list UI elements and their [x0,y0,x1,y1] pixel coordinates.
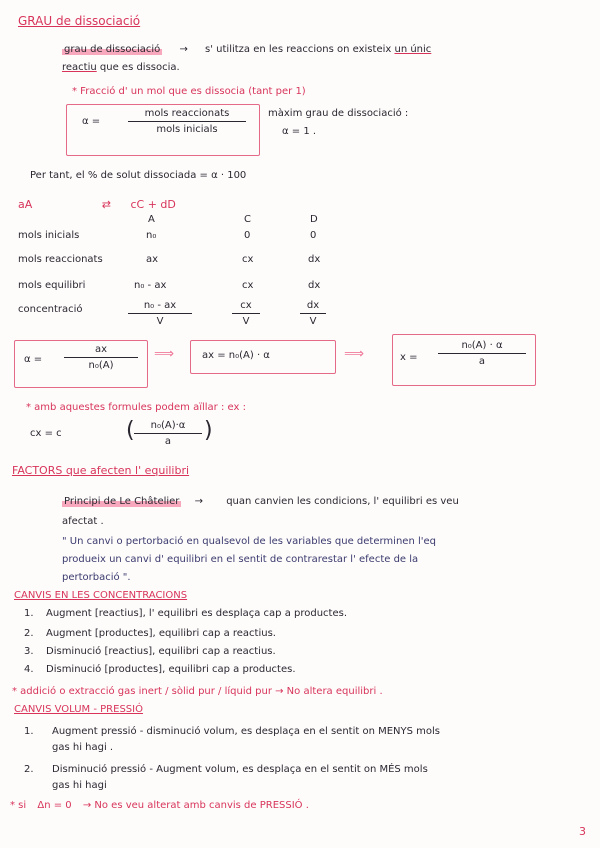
delta-note [10,800,309,811]
list-item [24,764,428,775]
section-title-grau: GRAU de dissociació [18,14,141,28]
principle-line [62,496,459,507]
cell-fraction [128,300,192,327]
cell-fraction [300,300,326,327]
fraction-bar [438,353,526,354]
cell-num: n₀ - ax [143,300,177,311]
definition-text-2: un únic [394,44,432,55]
page-number: 3 [579,825,586,838]
delta-text: → No es veu alterat amb canvis de PRESSIÓ . [82,800,309,811]
cell-den: V [242,316,250,327]
principle-text-2: afectat . [62,516,104,527]
item-text: Augment [productes], equilibri cap a reactius. [46,628,276,639]
definition-text-3: reactiu [62,62,97,73]
principle-arrow: → [194,496,203,507]
delta-star: * si [10,800,27,811]
alpha-denominator: mols inicials [156,124,218,135]
fraction-bar [128,121,246,122]
formula1-num: ax [94,344,108,355]
cell-den: V [156,316,164,327]
max-degree-value: α = 1 . [282,126,317,137]
cell-fraction [232,300,260,327]
formula1-fraction [64,344,138,371]
definition-line-2 [62,62,180,73]
formulas-note: * amb aquestes formules podem aïllar : ex : [26,402,246,413]
item-text: Augment [reactius], l' equilibri es desplaça cap a productes. [46,608,348,619]
col-c: C [244,214,251,225]
definition-arrow: → [179,44,188,55]
item-continuation: gas hi hagi [52,780,107,791]
fraction-bar [300,313,326,314]
formula3-lhs: x = [400,352,418,363]
equilibrium-arrow-icon: ⇄ [101,198,111,211]
section-title-factors: FACTORS que afecten l' equilibri [12,464,190,477]
col-d: D [310,214,318,225]
cell: n₀ [146,230,157,241]
cell-num: dx [306,300,320,311]
example-num: n₀(A)·α [150,420,186,431]
formula2: ax = n₀(A) · α [202,350,270,361]
cell: dx [308,280,321,291]
item-text: Disminució pressió - Augment volum, es desplaça en el sentit on MÉS mols [52,764,428,775]
cell-den: V [309,316,317,327]
cell: 0 [310,230,317,241]
cell: cx [242,280,254,291]
formula3-fraction [438,340,526,367]
cell: ax [146,254,159,265]
cell: cx [242,254,254,265]
alpha-numerator: mols reaccionats [144,108,230,119]
list-item [24,646,276,657]
item-number: 2. [24,764,34,775]
formula3-num: n₀(A) · α [461,340,503,351]
row-label: mols inicials [18,230,80,241]
definition-text-4: que es dissocia. [99,62,180,73]
item-number: 2. [24,628,34,639]
formula3-den: a [478,356,486,367]
list-item [24,628,276,639]
item-text: Augment pressió - disminució volum, es desplaça en el sentit on MENYS mols [52,726,441,737]
alpha-symbol: α = [82,116,101,127]
reaction-equation [18,198,176,211]
fraction-note: * Fracció d' un mol que es dissocia (tant per 1) [72,86,306,97]
row-label: mols reaccionats [18,254,103,265]
definition-text-1: s' utilitza en les reaccions on existeix [205,44,392,55]
cell: dx [308,254,321,265]
cell: n₀ - ax [134,280,167,291]
delta-equation: Δn = 0 [37,800,72,811]
implies-arrow-icon: ⟹ [344,346,365,362]
definition-line-1 [62,44,431,55]
show-through-text [392,6,592,246]
paren-close: ) [204,418,213,443]
example-den: a [164,436,172,447]
principle-term: Principi de Le Châtelier [64,496,180,507]
formula1-den: n₀(A) [88,360,114,371]
item-number: 4. [24,664,34,675]
item-number: 3. [24,646,34,657]
inert-note: * addició o extracció gas inert / sòlid pur / líquid pur → No altera equilibri . [12,686,383,697]
concentrations-title: CANVIS EN LES CONCENTRACIONS [14,590,188,601]
list-item [24,664,296,675]
item-continuation: gas hi hagi . [52,742,114,753]
implies-arrow-icon: ⟹ [154,346,175,362]
formula1-lhs: α = [24,354,43,365]
definition-term: grau de dissociació [64,44,161,55]
pressure-title: CANVIS VOLUM - PRESSIÓ [14,704,143,715]
alpha-fraction [128,108,246,135]
reaction-left: aA [18,198,33,211]
item-number: 1. [24,726,34,737]
item-text: Disminució [reactius], equilibri cap a reactius. [46,646,276,657]
item-text: Disminució [productes], equilibri cap a productes. [46,664,296,675]
percent-line: Per tant, el % de solut dissociada = α · 100 [30,170,247,181]
reaction-right: cC + dD [130,198,176,211]
quote-line-1: " Un canvi o pertorbació en qualsevol de les variables que determinen l'eq [62,536,436,547]
example-lhs: cx = c [30,428,62,439]
quote-line-2: produeix un canvi d' equilibri en el sentit de contrarestar l' efecte de la [62,554,419,565]
fraction-bar [128,313,192,314]
principle-text-1: quan canvien les condicions, l' equilibri es veu [226,496,459,507]
fraction-bar [64,357,138,358]
example-fraction [134,420,202,447]
row-label: mols equilibri [18,280,86,291]
list-item [24,608,347,619]
col-a: A [148,214,155,225]
fraction-bar [134,433,202,434]
row-label: concentració [18,304,83,315]
item-number: 1. [24,608,34,619]
max-degree-label: màxim grau de dissociació : [268,108,409,119]
quote-line-3: pertorbació ". [62,572,131,583]
cell-num: cx [240,300,252,311]
paren-open: ( [126,418,135,443]
cell: 0 [244,230,251,241]
list-item [24,726,440,737]
fraction-bar [232,313,260,314]
